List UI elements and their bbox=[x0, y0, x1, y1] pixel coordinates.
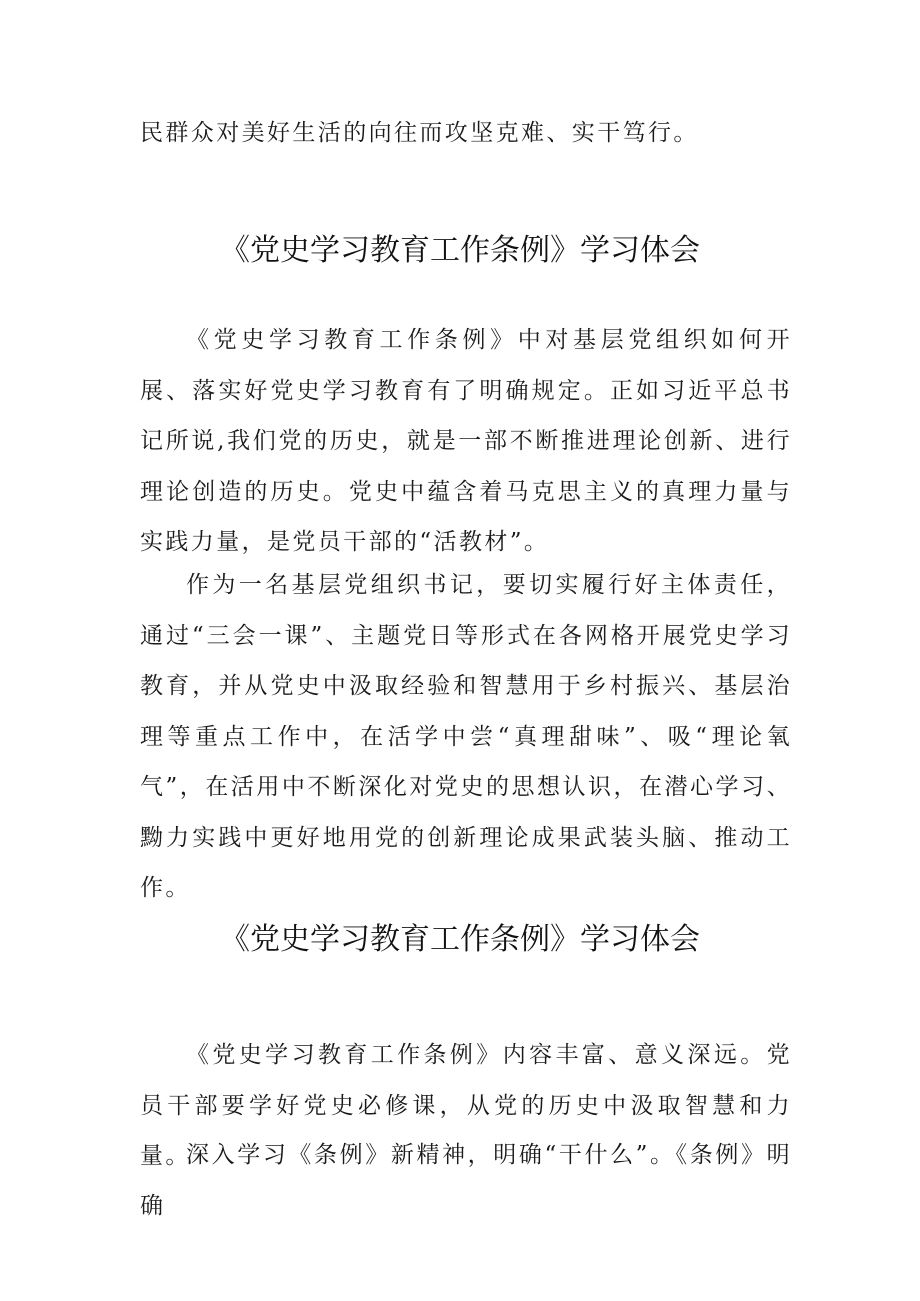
intro-paragraph-fragment: 民群众对美好生活的向往而攻坚克难、实干笃行。 bbox=[140, 120, 699, 146]
section-2-paragraph-2: 深入学习《条例》新精神，明确“干什么”。《条例》明确 bbox=[140, 1142, 792, 1219]
section-1-paragraph-2: 作为一名基层党组织书记，要切实履行好主体责任，通过“三会一课”、主题党日等形式在各网格开展党史学习教育，并从党史中汲取经验和智慧用于乡村振兴、基层治理等重点工作中，在活学中尝“真理甜味”、吸“理论氧气”，在活用中不断深化对党史的思想认识，在潜心学习、黝力实践中更好地用党的创新理论成果武装头脑、推动工作。 bbox=[140, 572, 792, 901]
section-title-2: 《党史学习教育工作条例》学习体会 bbox=[220, 922, 700, 957]
section-title-1: 《党史学习教育工作条例》学习体会 bbox=[220, 233, 700, 268]
section-2-paragraph-1: 《党史学习教育工作条例》内容丰富、意义深远。党员干部要学好党史必修课，从党的历史中汲取智慧和力量。 bbox=[140, 1042, 792, 1169]
section-1-paragraph-1: 《党史学习教育工作条例》中对基层党组织如何开展、落实好党史学习教育有了明确规定。正如习近平总书记所说,我们党的历史，就是一部不断推进理论创新、进行理论创造的历史。党史中蕴含着马克思主义的真理力量与实践力量，是党员干部的“活教材”。 bbox=[140, 327, 792, 555]
